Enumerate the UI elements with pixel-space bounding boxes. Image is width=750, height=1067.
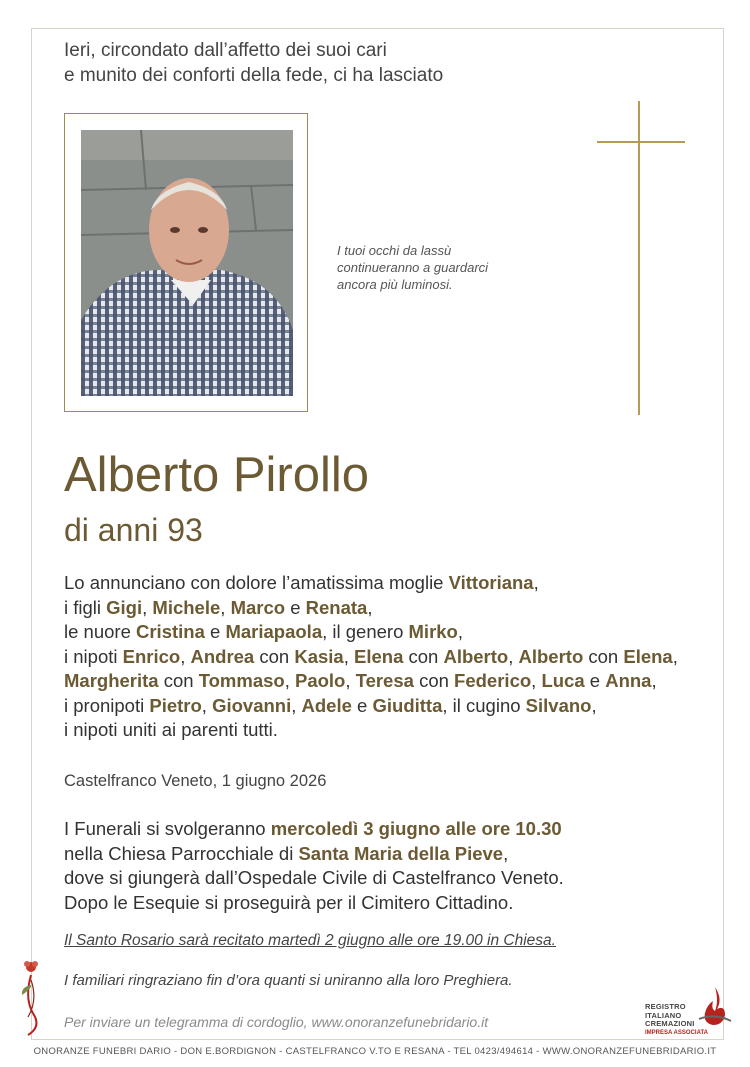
highlighted-name: Alberto xyxy=(518,645,584,667)
funeral-line xyxy=(64,866,564,891)
text-segment: , xyxy=(142,596,153,618)
funeral-line xyxy=(64,817,564,842)
text-segment: , il cugino xyxy=(442,694,526,716)
text-segment: i nipoti uniti ai parenti tutti. xyxy=(64,719,278,740)
highlighted-name: Alberto xyxy=(443,645,509,667)
text-segment: , xyxy=(531,670,542,691)
text-segment: , xyxy=(591,694,597,716)
text-segment: i nipoti xyxy=(64,645,123,667)
text-segment: Dopo le Esequie si proseguirà per il Cimitero Cittadino. xyxy=(64,891,514,913)
cross-icon-bar xyxy=(597,141,685,143)
announcement-line xyxy=(64,669,744,694)
highlighted-name: Teresa xyxy=(355,670,414,691)
highlighted-name: Margherita xyxy=(64,670,159,691)
highlighted-name: Santa Maria della Pieve xyxy=(298,842,504,864)
quote-line-2: continueranno a guardarci xyxy=(337,260,489,275)
text-segment: , xyxy=(201,694,213,716)
intro-line-2: e munito dei conforti della fede, ci ha lasciato xyxy=(64,65,444,86)
flame-icon xyxy=(695,985,735,1027)
text-segment: , xyxy=(457,621,463,642)
text-segment: , xyxy=(672,645,678,667)
text-segment: , xyxy=(533,572,539,593)
text-segment: e xyxy=(204,621,226,642)
funeral-line xyxy=(64,891,564,916)
intro-line-1: Ieri, circondato dall’affetto dei suoi cari xyxy=(64,40,387,61)
announcement-line xyxy=(64,571,744,596)
highlighted-name: Silvano xyxy=(525,694,592,716)
announcement-line xyxy=(64,694,744,719)
highlighted-name: Paolo xyxy=(294,670,346,691)
announcement-line xyxy=(64,645,744,670)
highlighted-name: Federico xyxy=(454,670,532,691)
announcement-line xyxy=(64,620,744,645)
announcement-line xyxy=(64,718,744,743)
highlighted-name: Vittoriana xyxy=(448,572,534,593)
funeral-details xyxy=(64,817,564,915)
highlighted-name: mercoledì 3 giugno alle ore 10.30 xyxy=(270,818,562,839)
cremation-logo xyxy=(645,985,740,1043)
text-segment: e xyxy=(351,694,373,716)
highlighted-name: Luca xyxy=(541,670,585,691)
highlighted-name: Anna xyxy=(605,670,652,691)
rosary-notice: Il Santo Rosario sarà recitato martedì 2 giugno alle ore 19.00 in Chiesa. xyxy=(64,932,556,949)
logo-subtitle: IMPRESA ASSOCIATA xyxy=(645,1030,709,1036)
highlighted-name: Michele xyxy=(152,596,221,618)
portrait-frame xyxy=(64,113,308,412)
text-segment: e xyxy=(584,670,606,691)
highlighted-name: Enrico xyxy=(122,645,181,667)
text-segment: , xyxy=(367,596,373,618)
text-segment: , xyxy=(651,670,657,691)
highlighted-name: Marco xyxy=(230,596,286,618)
highlighted-name: Cristina xyxy=(136,621,205,642)
announcement-line xyxy=(64,596,744,621)
highlighted-name: Gigi xyxy=(106,596,143,618)
highlighted-name: Pietro xyxy=(149,694,202,716)
text-segment: e xyxy=(285,596,306,618)
text-segment: con xyxy=(403,645,444,667)
text-segment: , il genero xyxy=(322,621,409,642)
footer-contact: ONORANZE FUNEBRI DARIO - DON E.BORDIGNON - CASTELFRANCO V.TO E RESANA - TEL 0423/494614 - WWW.ONORANZEFUNEBRIDARIO.IT xyxy=(33,1046,717,1057)
text-segment: con xyxy=(254,645,295,667)
intro-text xyxy=(64,38,443,88)
text-segment: , xyxy=(343,645,354,667)
memorial-quote xyxy=(337,242,488,293)
highlighted-name: Mariapaola xyxy=(225,621,323,642)
text-segment: i pronipoti xyxy=(64,694,150,716)
text-segment: Lo annunciano con dolore l’amatissima moglie xyxy=(64,572,449,593)
highlighted-name: Mirko xyxy=(408,621,458,642)
cross-icon xyxy=(638,101,640,415)
place-date: Castelfranco Veneto, 1 giugno 2026 xyxy=(64,772,327,790)
thanks-text: I familiari ringraziano fin d’ora quanti si uniranno alla loro Preghiera. xyxy=(64,972,513,989)
text-segment: con xyxy=(158,670,199,691)
highlighted-name: Elena xyxy=(354,645,404,667)
highlighted-name: Kasia xyxy=(294,645,344,667)
highlighted-name: Elena xyxy=(623,645,673,667)
flower-icon xyxy=(16,955,46,1037)
deceased-name: Alberto Pirollo xyxy=(64,448,370,502)
quote-line-1: I tuoi occhi da lassù xyxy=(337,243,452,258)
text-segment: , xyxy=(503,842,509,864)
highlighted-name: Tommaso xyxy=(198,670,285,691)
highlighted-name: Giovanni xyxy=(212,694,292,716)
highlighted-name: Renata xyxy=(305,596,368,618)
text-segment: , xyxy=(508,645,519,667)
text-segment: dove si giungerà dall’Ospedale Civile di Castelfranco Veneto. xyxy=(64,867,564,888)
text-segment: , xyxy=(180,645,191,667)
text-segment: , xyxy=(291,694,302,716)
highlighted-name: Andrea xyxy=(190,645,255,667)
text-segment: le nuore xyxy=(64,621,136,642)
telegram-link[interactable]: Per inviare un telegramma di cordoglio, www.onoranzefunebridario.it xyxy=(64,1014,489,1030)
text-segment: con xyxy=(413,670,455,691)
text-segment: con xyxy=(583,645,624,667)
announcement xyxy=(64,571,744,743)
quote-line-3: ancora più luminosi. xyxy=(337,277,453,292)
text-segment: , xyxy=(220,596,231,618)
funeral-line xyxy=(64,842,564,867)
highlighted-name: Giuditta xyxy=(372,694,443,716)
text-segment: i figli xyxy=(64,596,107,618)
deceased-age: di anni 93 xyxy=(64,512,203,548)
logo-text: REGISTRO ITALIANO CREMAZIONI xyxy=(645,1002,695,1028)
highlighted-name: Adele xyxy=(301,694,352,716)
text-segment: , xyxy=(284,670,295,691)
text-segment: , xyxy=(345,670,356,691)
text-segment: I Funerali si svolgeranno xyxy=(64,818,271,839)
text-segment: nella Chiesa Parrocchiale di xyxy=(64,842,299,864)
portrait-photo xyxy=(81,130,293,396)
